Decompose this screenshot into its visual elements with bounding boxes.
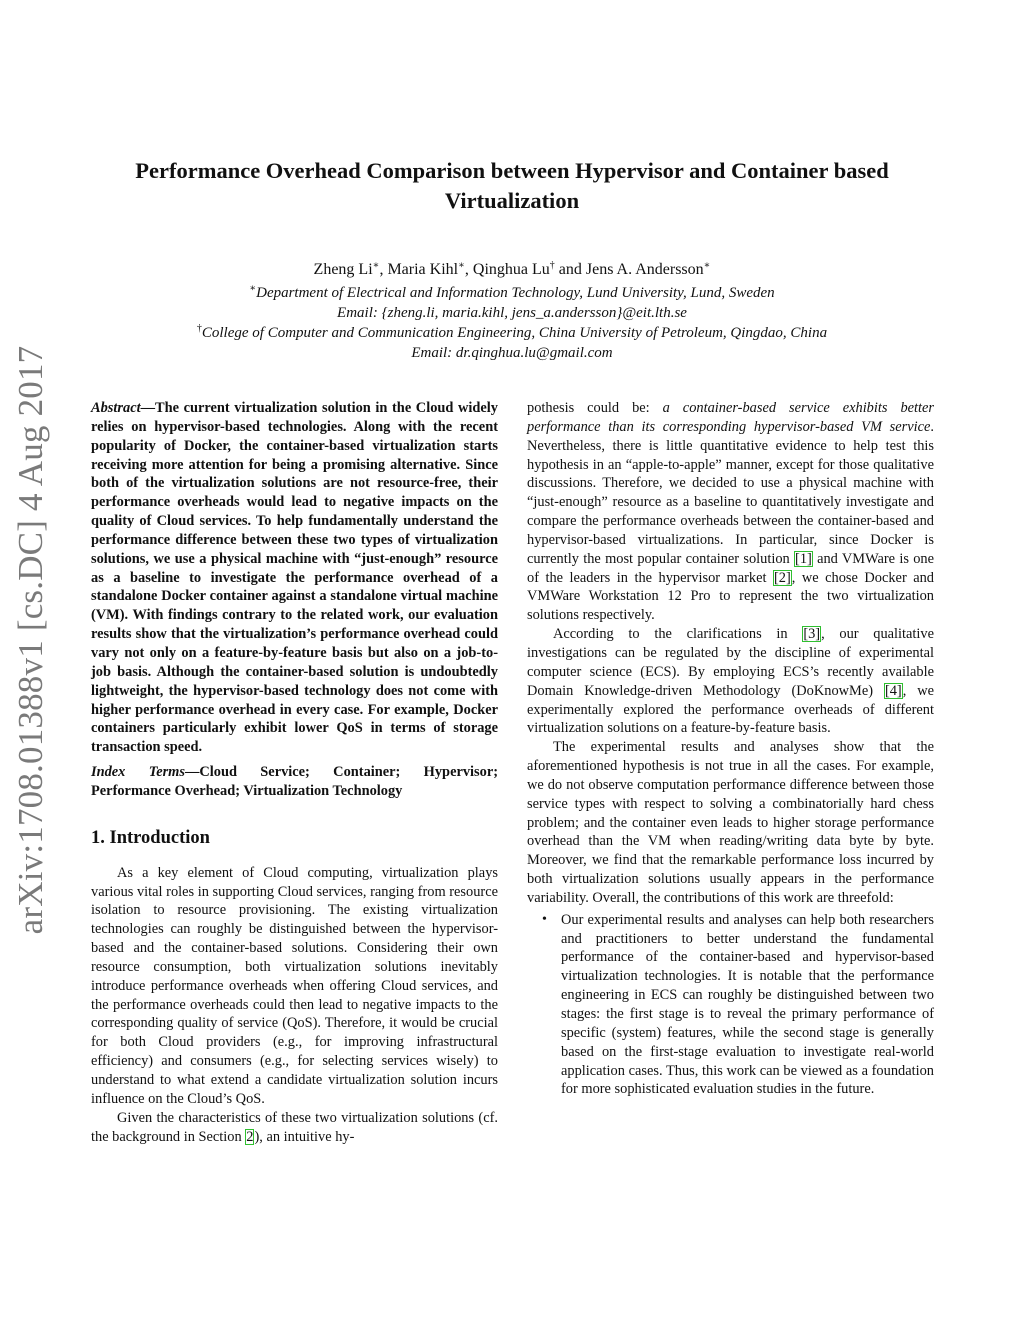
- index-terms-text: Cloud Service; Container; Hypervisor; Performance Overhead; Virtualization Technology: [91, 764, 499, 799]
- affiliation-2-mark: †: [196, 323, 202, 334]
- right-column: [527, 399, 934, 1099]
- citation-4-link[interactable]: [4]: [884, 682, 902, 699]
- email-1: Email: {zheng.li, maria.kihl, jens_a.andersson}@eit.lth.se: [337, 305, 687, 321]
- contribution-item-1: [542, 911, 934, 1099]
- affiliation-1-text: Department of Electrical and Information Technology, Lund University, Lund, Sweden: [256, 285, 775, 301]
- citation-3-link[interactable]: [3]: [803, 626, 821, 643]
- right-p2-text-c: , we experimentally explored the performance overheads of different virtualization solutions on a feature-by-feature basis.: [527, 682, 934, 737]
- right-paragraph-1: [527, 399, 934, 625]
- email-2: Email: dr.qinghua.lu@gmail.com: [411, 345, 613, 361]
- arxiv-stamp: arXiv:1708.01388v1 [cs.DC] 4 Aug 2017: [11, 345, 50, 935]
- author-1: Zheng Li: [313, 261, 373, 278]
- right-p1-text-c: and VMWare is one of the leaders in the hypervisor market: [527, 550, 934, 586]
- affiliation-2-text: College of Computer and Communication Engineering, China University of Petroleum, Qingdao, China: [201, 325, 828, 341]
- affiliation-2: [90, 323, 934, 343]
- intro-paragraph-2: [91, 1109, 498, 1147]
- author-3-mark: †: [549, 260, 555, 271]
- right-p1-text-a: pothesis could be:: [527, 400, 663, 416]
- author-2: , Maria Kihl: [379, 261, 459, 278]
- citation-1-link[interactable]: [1]: [795, 550, 812, 567]
- abstract-text: The current virtualization solution in the Cloud widely relies on hypervisor-based technologies. Along with the recent popularity of Docker, the container-based virtualization starts receiving more attention for being a promising alternative. Since both of the virtualization solutions are not resource-free, their performance overheads would lead to negative impacts on the quality of Cloud services. To help fundamentally understand the performance difference between these two types of virtualization solutions, we use a physical machine with “just-enough” resource as a baseline to investigate the performance overhead of a standalone Docker container against a standalone virtual machine (VM). With findings contrary to the related work, our evaluation results show that the virtualization’s performance overhead could vary not only on a feature-by-feature basis but also on a job-to-job basis. Although the container-based solution is undoubtedly lightweight, the hypervisor-based technology does not come with higher performance overhead in every case. For example, Docker containers particularly exhibit lower QoS in terms of storage transaction speed.: [91, 400, 498, 756]
- paper-title: [100, 156, 924, 216]
- index-terms-label: Index Terms: [91, 764, 185, 781]
- intro-p2-text-a: Given the characteristics of these two virtualization solutions (cf. the background in Section: [91, 1109, 498, 1145]
- right-paragraph-2: [527, 625, 934, 738]
- bullet-icon: •: [542, 911, 547, 927]
- author-3: , Qinghua Lu: [464, 261, 550, 278]
- index-terms: [91, 763, 498, 801]
- contribution-list: [527, 911, 934, 1099]
- right-p2-text-b: , our qualitative investigations can be regulated by the discipline of experimental computer science (ECS). By employing ECS’s recently available Domain Knowledge-driven Methodology (DoKnowMe): [527, 626, 935, 699]
- index-terms-dash: —: [184, 764, 200, 781]
- hypothesis-text: a container-based service exhibits better performance than its corresponding hypervisor-based VM service: [527, 400, 935, 435]
- abstract-label: Abstract: [91, 400, 141, 416]
- abstract-dash: —: [140, 400, 155, 416]
- left-column: [91, 399, 498, 1146]
- citation-2-link[interactable]: [2]: [774, 569, 791, 586]
- title-line-2: Virtualization: [444, 188, 580, 213]
- title-line-1: Performance Overhead Comparison between Hypervisor and Container based: [135, 158, 889, 183]
- author-4-mark: ∗: [703, 260, 711, 271]
- affiliation-1: [90, 283, 934, 303]
- abstract: [91, 399, 498, 757]
- affiliation-1-mark: ∗: [249, 283, 257, 294]
- right-p1-text-b: . Nevertheless, there is little quantitative evidence to help test this hypothesis in an “apple-to-apple” manner, except for those qualitative discussions. Therefore, we decided to use a physical machine with “just-enough” resource as a baseline to quantitatively investigate and compare the performance overheads between the container-based and hypervisor-based virtualizations. In particular, since Docker is currently the most popular container solution: [527, 418, 934, 567]
- intro-paragraph-1: As a key element of Cloud computing, virtualization plays various vital roles in supporting Cloud services, ranging from resource isolation to resource provisioning. The existing virtualization technologies can roughly be distinguished between the hypervisor-based and the container-based solutions. Considering their own resource consumption, both virtualization solutions inevitably introduce performance overheads when offering Cloud services, and the performance overheads could then lead to negative impacts to the corresponding quality of service (QoS). Therefore, it would be crucial for both Cloud providers (e.g., for improving infrastructural efficiency) and consumers (e.g., for selecting services wisely) to understand to what extend a candidate virtualization solution incurs influence on the Cloud’s QoS.: [91, 864, 498, 1107]
- author-list: [90, 260, 934, 280]
- section-2-link[interactable]: 2: [246, 1128, 254, 1145]
- author-1-mark: ∗: [372, 260, 380, 271]
- section-heading-introduction: 1. Introduction: [91, 827, 210, 848]
- right-p1-text-d: , we chose Docker and VMWare Workstation 12 Pro to represent the two virtualization solutions respectively.: [527, 569, 934, 624]
- right-paragraph-3: The experimental results and analyses show that the aforementioned hypothesis is not true in all the cases. For example, we do not observe computation performance difference between those service types with respect to solving a combinatorially hard chess problem; and the container even leads to higher storage performance overhead than the VM when reading/writing data byte by byte. Moreover, we find that the remarkable performance loss incurred by both virtualization solutions usually appears in the performance variability. Overall, the contributions of this work are threefold:: [527, 739, 934, 906]
- intro-p2-text-b: ), an intuitive hy-: [254, 1128, 355, 1145]
- right-p2-text-a: According to the clarifications in: [553, 626, 803, 643]
- contribution-item-1-text: Our experimental results and analyses can help both researchers and practitioners to better understand the fundamental performance of the container-based and hypervisor-based virtualization technologies. It is notable that the performance engineering in ECS can roughly be distinguished between two stages: the first stage is to reveal the primary performance of specific (system) features, while the second stage is generally based on the first-stage evaluation to investigate real-world application cases. Thus, this work can be viewed as a foundation for more sophisticated evaluation studies in the future.: [561, 911, 934, 1098]
- author-2-mark: ∗: [458, 260, 465, 271]
- author-4: and Jens A. Andersson: [554, 261, 704, 278]
